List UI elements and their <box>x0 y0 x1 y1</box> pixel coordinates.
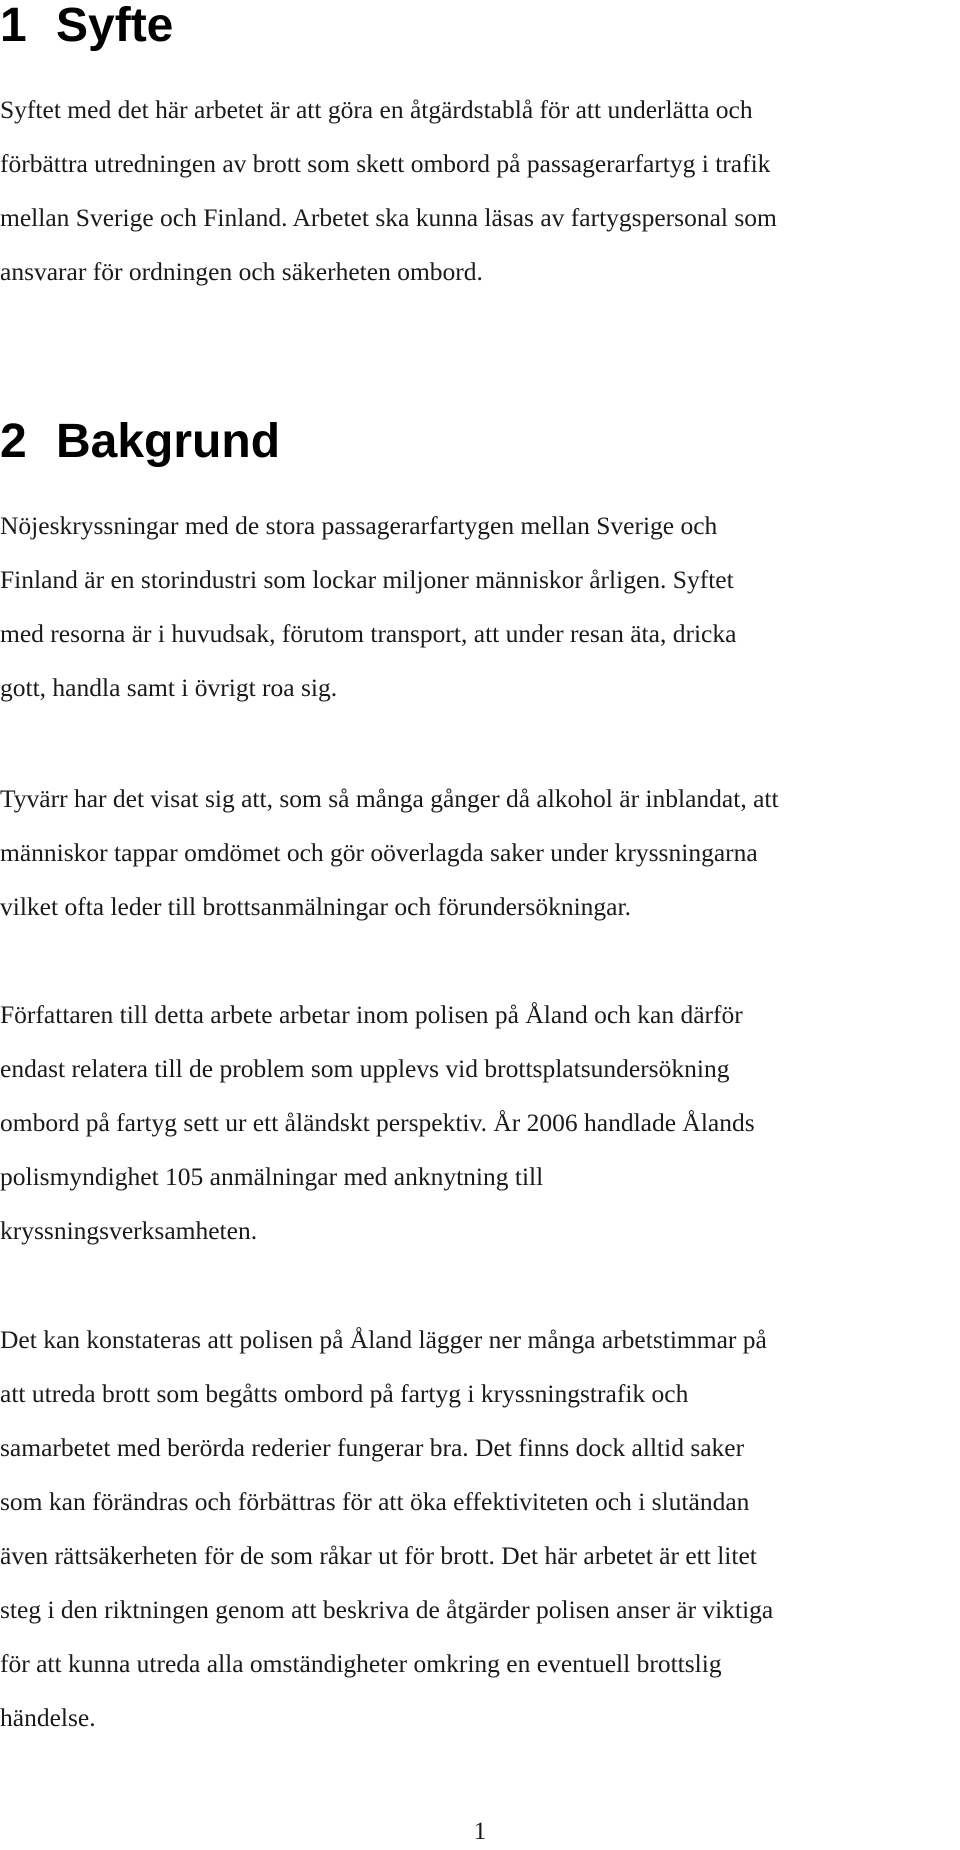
paragraph-bakgrund-3 <box>0 988 755 1258</box>
paragraph-bakgrund-4 <box>0 1313 773 1745</box>
text-line: samarbetet med berörda rederier fungerar bra. Det finns dock alltid saker <box>0 1433 745 1462</box>
text-line: som kan förändras och förbättras för att öka effektiviteten och i slutändan <box>0 1487 750 1516</box>
text-line: gott, handla samt i övrigt roa sig. <box>0 673 338 702</box>
text-line: steg i den riktningen genom att beskriva de åtgärder polisen anser är viktiga <box>0 1595 774 1624</box>
section-number: 1 <box>0 0 27 52</box>
paragraph-bakgrund-2 <box>0 772 779 934</box>
text-line: ombord på fartyg sett ur ett åländskt perspektiv. År 2006 handlade Ålands <box>0 1108 755 1137</box>
paragraph-bakgrund-1 <box>0 499 736 715</box>
text-line: händelse. <box>0 1703 96 1732</box>
text-line: Syftet med det här arbetet är att göra en åtgärdstablå för att underlätta och <box>0 95 753 124</box>
section-number: 2 <box>0 415 27 468</box>
section-heading-bakgrund <box>0 415 281 468</box>
text-line: ansvarar för ordningen och säkerheten ombord. <box>0 257 483 286</box>
text-line: förbättra utredningen av brott som skett ombord på passagerarfartyg i trafik <box>0 149 771 178</box>
text-line: Det kan konstateras att polisen på Åland lägger ner många arbetstimmar på <box>0 1325 767 1354</box>
section-heading-syfte <box>0 2 173 50</box>
text-line: vilket ofta leder till brottsanmälningar och förundersökningar. <box>0 892 631 921</box>
section-title: Bakgrund <box>56 415 281 468</box>
text-line: Tyvärr har det visat sig att, som så många gånger då alkohol är inblandat, att <box>0 784 779 813</box>
text-line: kryssningsverksamheten. <box>0 1216 258 1245</box>
text-line: att utreda brott som begåtts ombord på fartyg i kryssningstrafik och <box>0 1379 689 1408</box>
text-line: Nöjeskryssningar med de stora passagerarfartygen mellan Sverige och <box>0 511 718 540</box>
text-line: för att kunna utreda alla omständigheter omkring en eventuell brottslig <box>0 1649 722 1678</box>
text-line: polismyndighet 105 anmälningar med anknytning till <box>0 1162 544 1191</box>
text-line: Finland är en storindustri som lockar miljoner människor årligen. Syftet <box>0 565 734 594</box>
text-line: mellan Sverige och Finland. Arbetet ska kunna läsas av fartygspersonal som <box>0 203 777 232</box>
text-line: med resorna är i huvudsak, förutom transport, att under resan äta, dricka <box>0 619 737 648</box>
text-line: endast relatera till de problem som upplevs vid brottsplatsundersökning <box>0 1054 730 1083</box>
text-line: även rättsäkerheten för de som råkar ut för brott. Det här arbetet är ett litet <box>0 1541 757 1570</box>
paragraph-syfte <box>0 83 777 299</box>
page-number: 1 <box>473 1816 487 1845</box>
text-line: Författaren till detta arbete arbetar inom polisen på Åland och kan därför <box>0 1000 743 1029</box>
text-line: människor tappar omdömet och gör oöverlagda saker under kryssningarna <box>0 838 758 867</box>
section-title: Syfte <box>56 0 174 52</box>
